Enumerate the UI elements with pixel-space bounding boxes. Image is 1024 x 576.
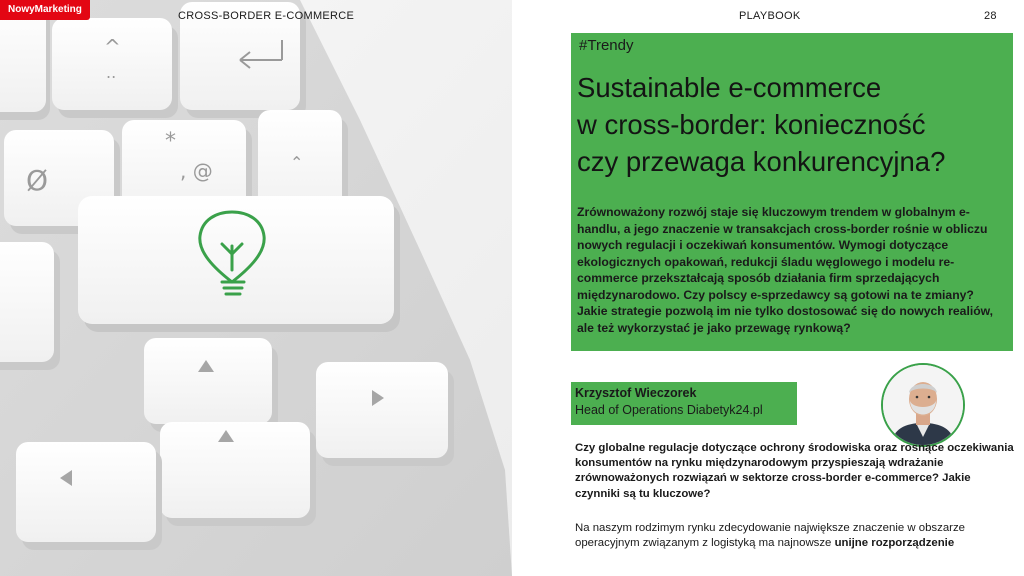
brand-logo[interactable]: NowyMarketing — [0, 0, 90, 20]
author-box — [571, 382, 797, 425]
author-role: Head of Operations Diabetyk24.pl — [575, 403, 763, 417]
key-legend: .. — [106, 63, 117, 82]
article-title-line: czy przewaga konkurencyjna? — [577, 146, 946, 177]
trend-tag[interactable]: #Trendy — [579, 37, 634, 54]
key-legend: * — [165, 129, 176, 154]
key-legend: , @ — [180, 159, 213, 183]
key-legend: ⌃ — [290, 153, 304, 172]
publication-label: PLAYBOOK — [739, 10, 801, 22]
article-title-line: Sustainable e-commerce — [577, 72, 882, 103]
article-title-line: w cross-border: konieczność — [577, 109, 926, 140]
interview-answer-emphasis: unijne rozporządzenie — [834, 537, 955, 550]
article-title — [577, 69, 1007, 180]
author-name: Krzysztof Wieczorek — [575, 386, 697, 400]
section-label: CROSS-BORDER E-COMMERCE — [178, 10, 355, 22]
key-legend: Ø — [26, 164, 49, 197]
key-legend: ^ — [104, 35, 121, 59]
interview-question: Czy globalne regulacje dotyczące ochrony środowiska oraz rosnące oczekiwania konsumentów na rynku międzynarodowym przyspieszają wdrażanie zrównoważonych rozwiązań w sektorze cross-border e-commerce? Jakie czynniki są tu kluczowe? — [575, 442, 1014, 500]
interview-answer-text: Na naszym rodzimym rynku zdecydowanie największe znaczenie w obszarze operacyjnym związanym z logistyką ma najnowsze — [575, 522, 965, 550]
article-header-block — [571, 33, 1013, 351]
interview-answer — [575, 521, 1015, 551]
article-lead: Zrównoważony rozwój staje się kluczowym trendem w globalnym e-handlu, a jego znaczenie w transakcjach cross-border rośnie w obliczu nowych regulacji i oczekiwań konsumentów. Wymogi dotyczące ekologicznych opakowań, redukcji śladu węglowego i modelu re-commerce przekształcają sposób działania firm sprzedających międzynarodowo. Czy polscy e-sprzedawcy są gotowi na te zmiany? Jakie strategie pozwolą im nie tylko dostosować się do nowych realiów, ale też wykorzystać je jako przewagę rynkową? — [577, 205, 994, 335]
page-number: 28 — [984, 10, 997, 22]
author-portrait — [883, 365, 963, 445]
author-avatar — [881, 363, 965, 447]
